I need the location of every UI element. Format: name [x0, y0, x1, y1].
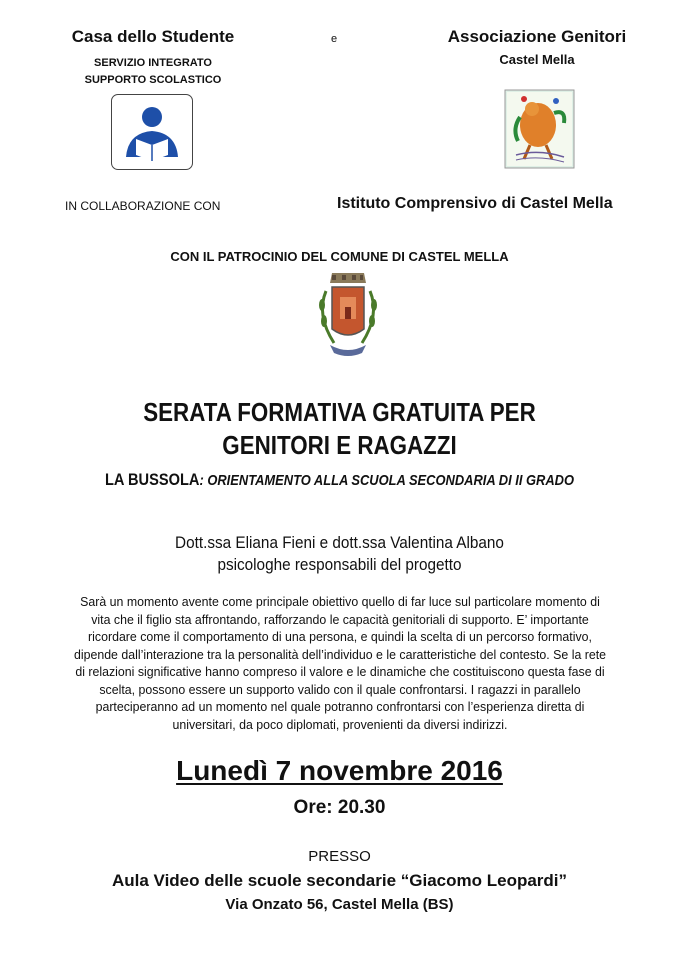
event-subtitle	[48, 469, 632, 492]
event-address: Via Onzato 56, Castel Mella (BS)	[225, 896, 454, 913]
bussola-label: LA BUSSOLA	[104, 470, 200, 489]
speaker-role: psicologhe responsabili del progetto	[217, 555, 462, 574]
speakers-block	[34, 532, 645, 576]
event-venue: Aula Video delle scuole secondarie “Giacomo Leopardi”	[111, 871, 568, 890]
institute-name: Istituto Comprensivo di Castel Mella	[337, 195, 613, 212]
collaboration-label: IN COLLABORAZIONE CON	[65, 199, 221, 213]
header-right-subtitle: Castel Mella	[499, 52, 575, 67]
event-date: Lunedì 7 novembre 2016	[176, 755, 503, 786]
header-right-title: Associazione Genitori	[447, 27, 627, 46]
speaker-names: Dott.ssa Eliana Fieni e dott.ssa Valentina Albano	[175, 533, 504, 552]
header-left-subtitle-2: SUPPORTO SCOLASTICO	[84, 74, 222, 86]
reader-icon	[111, 94, 193, 170]
description-text: Sarà un momento avente come principale obiettivo quello di far luce sul particolare momento di vita che il figlio sta affrontando, rafforzando le capacità genitoriali di supporto. E’ importante ricordare come il comportamento di una persona, e quindi la scelta di un percorso formativo, dipende dall’interazione tra la personalità dell’individuo e le caratteristiche del contesto. Se la rete di relazioni significative hanno compreso il valore e le dinamiche che costituiscono questa fase di scelta, possono essere un supporto valido con il quale confrontarsi. I ragazzi in parallelo parteciperanno ad un momento nel quale potranno confrontarsi con l’esperienza diretta di universitari, da poco diplomati, provenienti da diversi indirizzi.	[73, 594, 607, 732]
patronage-line: CON IL PATROCINIO DEL COMUNE DI CASTEL MELLA	[170, 249, 509, 264]
header-left-subtitle-1: SERVIZIO INTEGRATO	[94, 57, 212, 69]
header-conjunction: e	[331, 33, 338, 45]
title-line-1: SERATA FORMATIVA GRATUITA PER	[143, 397, 536, 427]
event-time: Ore: 20.30	[293, 797, 386, 818]
presso-label: PRESSO	[308, 848, 371, 865]
municipal-crest-icon	[312, 271, 384, 361]
header-left-title: Casa dello Studente	[71, 27, 235, 46]
association-logo-icon	[504, 89, 575, 169]
title-line-2: GENITORI E RAGAZZI	[222, 430, 457, 460]
subtitle-text: : ORIENTAMENTO ALLA SCUOLA SECONDARIA DI II GRADO	[199, 472, 575, 489]
